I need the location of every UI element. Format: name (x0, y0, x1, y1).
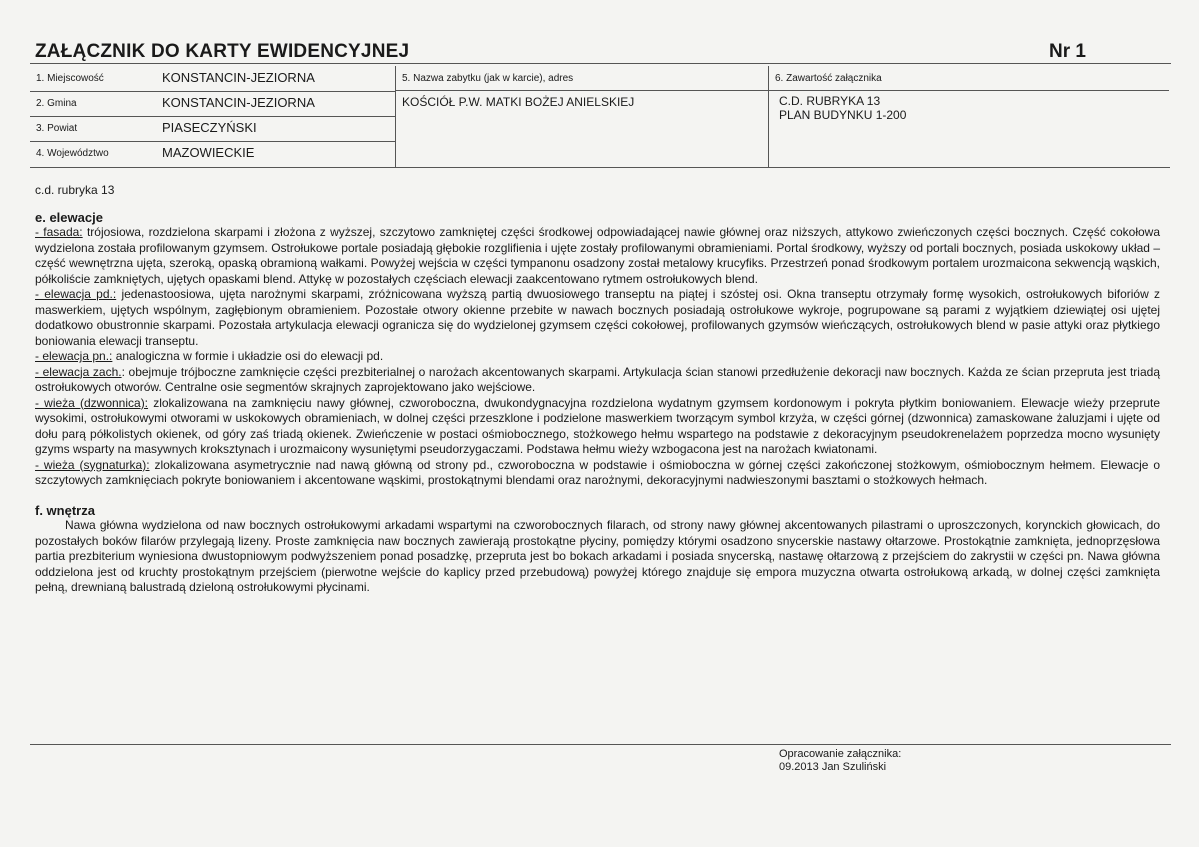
field-label: 3. Powiat (36, 123, 78, 134)
field-miejscowosc (30, 66, 395, 92)
paragraph-elewacja-zach (35, 365, 1160, 396)
field-value: MAZOWIECKIE (162, 145, 255, 160)
footer-label: Opracowanie załącznika: (779, 748, 902, 760)
location-fields (30, 66, 396, 167)
field-value: KONSTANCIN-JEZIORNA (162, 95, 315, 110)
field-label: 1. Miejscowość (36, 73, 104, 84)
paragraph-text: analogiczna w formie i układzie osi do elewacji pd. (112, 349, 384, 363)
field-wojewodztwo (30, 141, 395, 166)
paragraph-wnetrza: Nawa główna wydzielona od naw bocznych ostrołukowymi arkadami wspartymi na czworobocznych filarach, od strony nawy głównej akcentowanych pilastrami o uproszczonych, korynckich głowicach, do pozostałych boków filarów przylegają lizeny. Proste zamknięcia naw bocznych zawierają prostokątne płyciny, pomiędzy którymi osadzono snycerskie nastawy ołtarzowe. Prostokątnie zamknięta, jednoprzęsłowa partia prezbiterium wyniesiona dwustopniowym podwyższeniem ponad posadzkę, przepruta jest bo bokach arkadami i posiada snycerską, nastawę ołtarzową z przejściem do zakrystii w części pn. Nawa główna oddzielona jest od kruchty prostokątnym przejściem (pierwotne wejście do kaplicy przed przebudową) powyżej którego znajduje się empora muzyczna otwarta ostrołukową arkadą, w dolnej części zamknięta pełną, drewnianą balustradą dzieloną ostrołukowymi płycinami. (35, 518, 1160, 594)
monument-field (396, 66, 769, 167)
paragraph-wieza-sygnaturka (35, 458, 1160, 489)
paragraph-elewacja-pd (35, 287, 1160, 349)
keyword: - elewacja pd.: (35, 287, 117, 301)
contents-label: 6. Zawartość załącznika (775, 73, 882, 84)
footer-author: 09.2013 Jan Szuliński (779, 761, 887, 773)
section-heading-elewacje: e. elewacje (35, 209, 103, 225)
keyword: - fasada: (35, 225, 83, 239)
monument-label: 5. Nazwa zabytku (jak w karcie), adres (402, 73, 574, 84)
continuation-note: c.d. rubryka 13 (35, 183, 115, 197)
paragraph-text: zlokalizowana na zamknięciu nawy głównej, czworoboczna, dwukondygnacyjna rozdzielona wydatnym gzymsem kordonowym i pokryta płytkim boniowaniem. Elewacje wieży przeprute wysokimi, ostrołukowymi otworami w uskokowych obramieniach, w dolnej części przeszklone i podzielone maswerkiem tworzącym symbol krzyża, w części górnej (dzwonnica) zamaskowane żaluzjami i ujęte od dołu parą półkolistych okienek, od góry zaś triadą okienek. Zwieńczenie w postaci ośmiobocznego, stożkowego hełmu wspartego na podstawie z dekoracyjnym pseudokrenelażem poprzedza mocno wysunięty gzyms wsparty na masywnych kroksztynach i urozmaicony wysuniętymi pseudorzygaczami. Podstawa hełmu wieży wzbogacona jest na narożach kwiatonami. (35, 395, 1161, 456)
contents-field (769, 66, 1169, 167)
keyword: - elewacja zach. (35, 364, 122, 379)
monument-value: KOŚCIÓŁ P.W. MATKI BOŻEJ ANIELSKIEJ (402, 95, 635, 109)
footer (779, 748, 901, 774)
field-value: KONSTANCIN-JEZIORNA (162, 70, 315, 85)
field-value: PIASECZYŃSKI (162, 120, 257, 135)
bottom-divider (30, 744, 1171, 745)
paragraph-text: jedenastoosiowa, ujęta narożnymi skarpami, zróżnicowana wyższą partią dwuosiowego transeptu na piątej i szóstej osi. Okna transeptu otrzymały formę wysokich, ostrołukowych biforiów z maswerkiem, ujętych wspólnym, zagłębionym obramieniem. Pozostałe otwory okienne przebite w nawach bocznych posiadają ostrołukowe wykroje, pogrupowane są parami z wyjątkiem dziewiątej osi ujętej dodatkowo obustronnie skarpami. Pozostała artykulacja elewacji ogranicza się do wydzielonej gzymsem części cokołowej, profilowanych gzymsów wieńczących, ostrołukowych blend w pasie attyki oraz płytkiego boniowania elewacji transeptu. (35, 287, 1161, 348)
header-grid (30, 66, 1170, 168)
keyword: - wieża (dzwonnica): (35, 395, 149, 410)
field-label: 2. Gmina (36, 98, 77, 109)
field-powiat (30, 116, 395, 142)
document-number: Nr 1 (1049, 41, 1086, 62)
keyword: - elewacja pn.: (35, 349, 113, 363)
top-divider (30, 63, 1171, 64)
paragraph-fasada (35, 225, 1160, 287)
document-title: ZAŁĄCZNIK DO KARTY EWIDENCYJNEJ (35, 41, 410, 62)
document-body (35, 183, 1160, 596)
field-label: 4. Województwo (36, 148, 109, 159)
paragraph-elewacja-pn (35, 349, 1160, 365)
paragraph-wieza-dzwonnica (35, 396, 1160, 458)
section-heading-wnetrza: f. wnętrza (35, 502, 95, 518)
contents-line-1: C.D. RUBRYKA 13 (779, 94, 881, 108)
keyword: - wieża (sygnaturka): (35, 457, 150, 472)
paragraph-text: zlokalizowana asymetrycznie nad nawą główną od strony pd., czworoboczna w podstawie i ośmioboczna w górnej części zakończonej stożkowym, ośmiobocznym hełmem. Elewacje o szczytowych zamknięciach pokryte boniowaniem i akcentowane wąskimi, prostokątnymi blendami oraz narożnymi, dekoracyjnymi nadwieszonymi basztami o stożkowych hełmach. (35, 457, 1160, 487)
paragraph-text: : obejmuje trójboczne zamknięcie części prezbiterialnej o narożach akcentowanych skarpami. Artykulacja ścian stanowi przedłużenie dekoracji naw bocznych. Każda ze ścian przepruta jest triadą ostrołukowych otworów. Centralne osie segmentów skrajnych zaprojektowano jako wejściowe. (35, 364, 1160, 394)
field-gmina (30, 91, 395, 117)
contents-line-2: PLAN BUDYNKU 1-200 (779, 108, 907, 122)
paragraph-text: trójosiowa, rozdzielona skarpami i złożona z wyższej, szczytowo zamkniętej części środkowej odpowiadającej nawie głównej oraz niższych, attykowo zwieńczonych części bocznych. Część cokołowa wydzielona została profilowanym gzymsem. Ostrołukowe portale posiadają głębokie rozglifienia i ujęte zostały profilowanymi obramieniami. Portal środkowy, wyższy od portali bocznych, posiada uskokowy układ – część wewnętrzna ujęta, szeroką, opaską obramioną wałkami. Powyżej wejścia w części tympanonu osadzony został metalowy krucyfiks. Przestrzeń ponad środkowym portalem urozmaicona sekwencją wąskich, półkoliście zamkniętych, ujętych opaskami blend. Attykę w pozostałych częściach elewacji zaakcentowano rytmem ostrołukowych blend. (35, 225, 1161, 286)
